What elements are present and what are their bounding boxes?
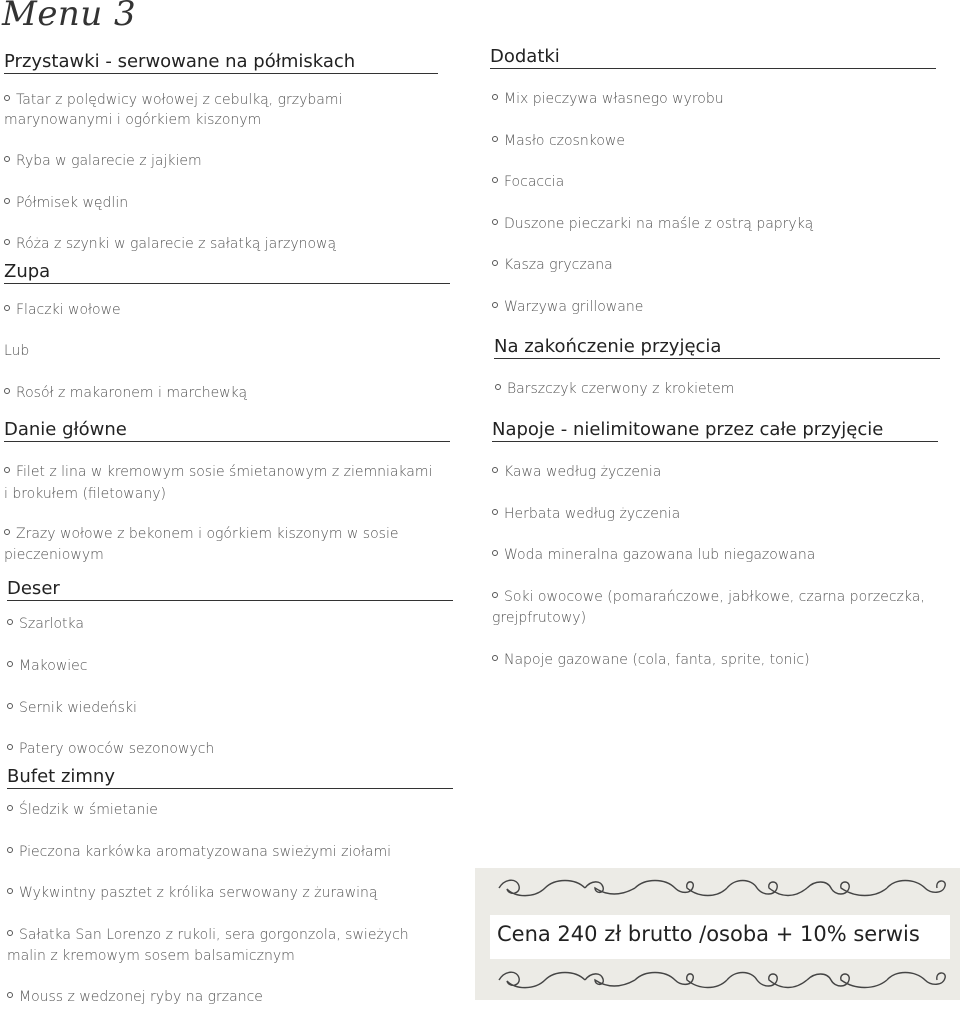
bullet-icon [7,744,13,750]
bullet-icon [4,239,10,245]
list-item: Mouss z wedzonej ryby na grzance [7,987,263,1008]
list-item: Zrazy wołowe z bekonem i ogórkiem kiszonym w sosie [4,524,398,545]
list-item: marynowanymi i ogórkiem kiszonym [4,112,262,128]
list-item: Herbata według życzenia [492,504,680,525]
bullet-icon [495,384,501,390]
list-item: Wykwintny pasztet z królika serwowany z żurawiną [7,883,378,904]
list-item: Pieczona karkówka aromatyzowana swieżymi ziołami [7,842,391,863]
bullet-icon [492,219,498,225]
list-item: Kawa według życzenia [492,462,661,483]
bullet-icon [492,592,498,598]
bullet-icon [7,992,13,998]
list-item: Mix pieczywa własnego wyrobu [492,89,724,110]
bullet-icon [4,388,10,394]
bullet-icon [492,467,498,473]
heading-zupa: Zupa [4,262,450,284]
list-item: Focaccia [492,172,564,193]
heading-bufet-zimny: Bufet zimny [7,767,453,789]
flourish-ornament-icon [495,968,955,992]
list-item: malin z kremowym sosem balsamicznym [7,948,295,964]
bullet-icon [4,95,10,101]
bullet-icon [492,260,498,266]
bullet-icon [7,619,13,625]
list-item: Kasza gryczana [492,255,613,276]
bullet-icon [492,94,498,100]
bullet-icon [492,550,498,556]
bullet-icon [7,847,13,853]
bullet-icon [7,805,13,811]
list-item: Makowiec [7,656,87,677]
bullet-icon [7,703,13,709]
list-item: Flaczki wołowe [4,300,121,321]
bullet-icon [4,198,10,204]
list-item: grejpfrutowy) [492,610,587,626]
list-item: Filet z lina w kremowym sosie śmietanowym z ziemniakami [4,462,432,483]
bullet-icon [4,156,10,162]
flourish-ornament-icon [495,876,955,900]
list-item: Sałatka San Lorenzo z rukoli, sera gorgonzola, swieżych [7,925,409,946]
list-item: Duszone pieczarki na maśle z ostrą papryką [492,214,813,235]
bullet-icon [492,177,498,183]
list-item: Patery owoców sezonowych [7,739,214,760]
bullet-icon [4,467,10,473]
heading-przystawki: Przystawki - serwowane na półmiskach [4,52,438,74]
list-item: Barszczyk czerwony z krokietem [495,379,734,400]
list-item: pieczeniowym [4,547,104,563]
list-item: Śledzik w śmietanie [7,800,158,821]
list-item: Tatar z polędwicy wołowej z cebulką, grzybami [4,90,342,111]
bullet-icon [4,529,10,535]
list-item: Ryba w galarecie z jajkiem [4,151,202,172]
bullet-icon [4,305,10,311]
bullet-icon [7,661,13,667]
heading-danie-glowne: Danie główne [4,420,450,442]
heading-dodatki: Dodatki [490,47,936,69]
bullet-icon [492,136,498,142]
list-item: Soki owocowe (pomarańczowe, jabłkowe, czarna porzeczka, [492,587,925,608]
list-item: Warzywa grillowane [492,297,643,318]
bullet-icon [7,930,13,936]
bullet-icon [492,509,498,515]
bullet-icon [492,302,498,308]
list-item: Lub [4,343,30,359]
list-item: Masło czosnkowe [492,131,625,152]
list-item: Woda mineralna gazowana lub niegazowana [492,545,815,566]
heading-napoje: Napoje - nielimitowane przez całe przyjęcie [492,420,938,442]
list-item: Napoje gazowane (cola, fanta, sprite, tonic) [492,650,810,671]
list-item: Sernik wiedeński [7,698,137,719]
list-item: Półmisek wędlin [4,193,128,214]
bullet-icon [7,888,13,894]
list-item: Róża z szynki w galarecie z sałatką jarzynową [4,234,336,255]
price-text: Cena 240 zł brutto /osoba + 10% serwis [497,922,920,946]
list-item: i brokułem (filetowany) [4,486,166,502]
heading-deser: Deser [7,579,453,601]
bullet-icon [492,655,498,661]
list-item: Rosół z makaronem i marchewką [4,383,247,404]
menu-title: Menu 3 [2,0,137,34]
list-item: Szarlotka [7,614,84,635]
heading-na-zakonczenie: Na zakończenie przyjęcia [494,337,940,359]
